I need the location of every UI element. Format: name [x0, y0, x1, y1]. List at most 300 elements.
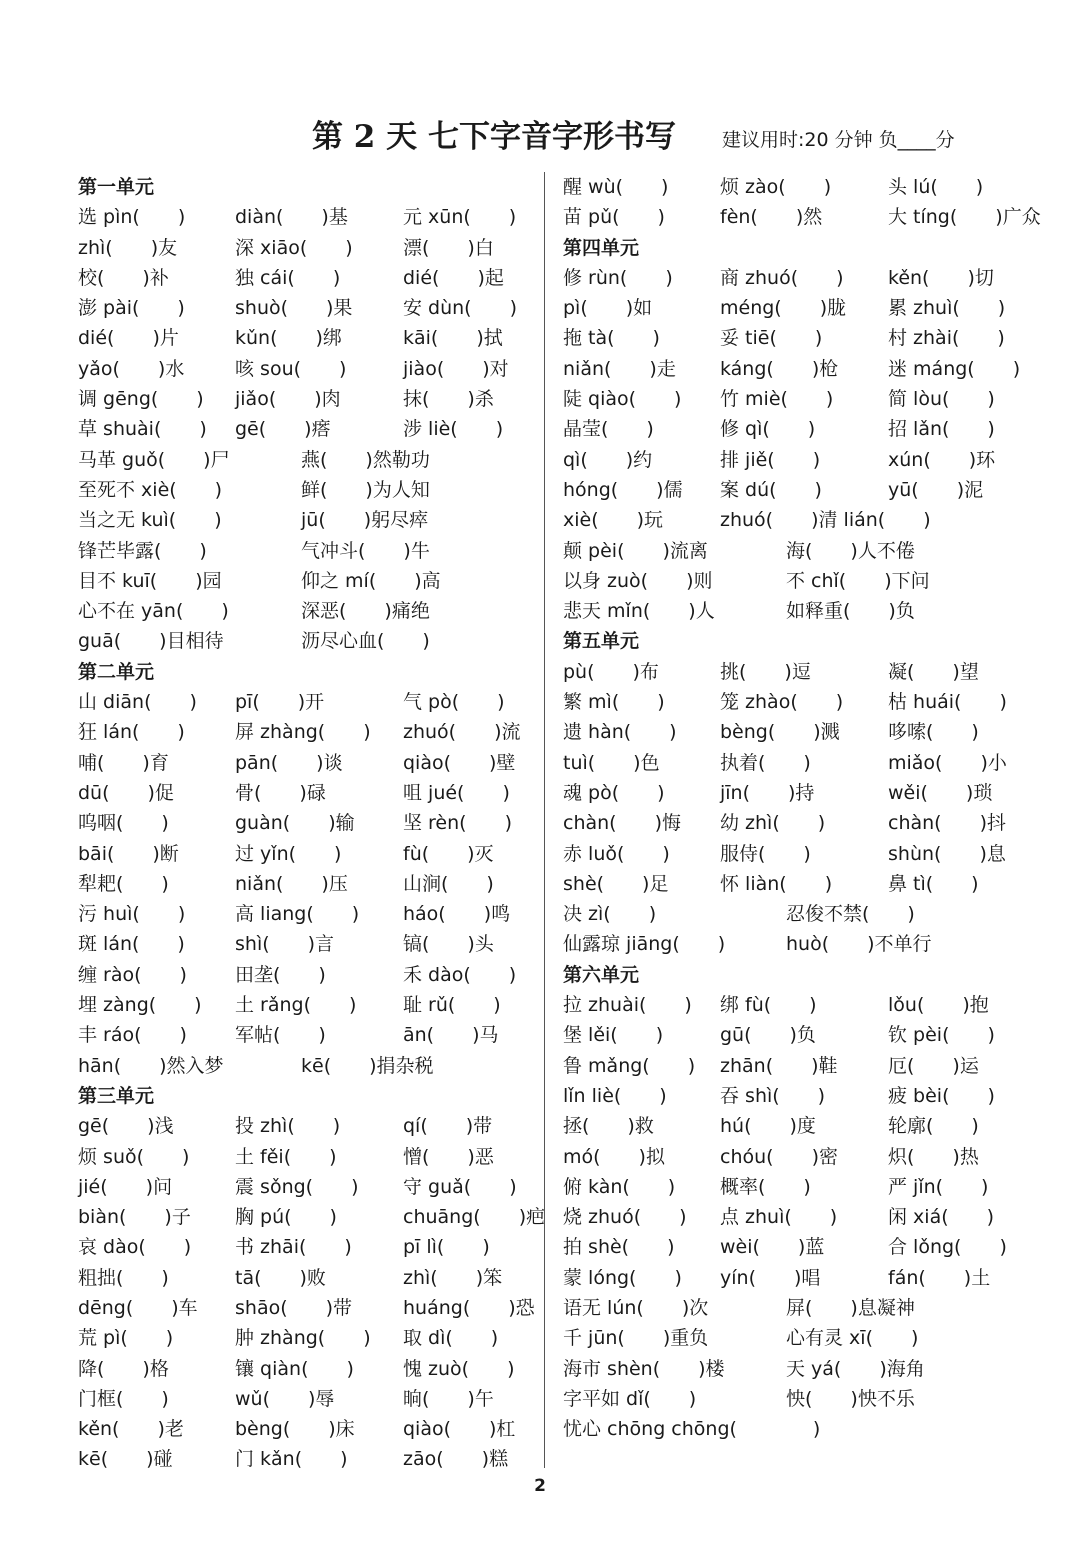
exercise-item: wěi( )琐 — [888, 781, 993, 804]
exercise-item: 镐( )头 — [403, 933, 494, 956]
exercise-item: zhuó( )清 lián( ) — [720, 509, 931, 532]
exercise-row — [78, 475, 538, 505]
exercise-row — [563, 869, 1023, 899]
exercise-item: pī lì( ) — [403, 1236, 490, 1259]
exercise-row — [563, 1020, 1023, 1050]
exercise-item: 涉 liè( ) — [403, 418, 504, 441]
exercise-row — [78, 293, 538, 323]
exercise-item: niǎn( )压 — [235, 872, 348, 895]
exercise-item: 草 shuài( ) — [78, 418, 207, 441]
exercise-item: 禾 dào( ) — [403, 963, 517, 986]
exercise-item: chàn( )悔 — [563, 812, 681, 835]
exercise-row — [563, 1081, 1023, 1111]
exercise-item: wǔ( )辱 — [235, 1387, 335, 1410]
exercise-item: 粗拙( ) — [78, 1266, 169, 1289]
exercise-item: 元 xūn( ) — [403, 206, 517, 229]
exercise-item: kǔn( )绑 — [235, 327, 342, 350]
exercise-item: 魂 pò( ) — [563, 781, 665, 804]
exercise-item: gē( )瘩 — [235, 418, 331, 441]
exercise-item: 肿 zhàng( ) — [235, 1327, 371, 1350]
exercise-item: 仰之 mí( )高 — [301, 569, 441, 592]
exercise-item: 埋 zàng( ) — [78, 994, 202, 1017]
exercise-item: 鲁 mǎng( ) — [563, 1054, 696, 1077]
exercise-item: 田垄( ) — [235, 963, 326, 986]
exercise-item: 炽( )热 — [888, 1145, 979, 1168]
exercise-row — [563, 596, 1023, 626]
exercise-item: 厄( )运 — [888, 1054, 979, 1077]
exercise-row — [78, 1323, 538, 1353]
exercise-item: pì( )如 — [563, 297, 653, 320]
exercise-row — [78, 1384, 538, 1414]
exercise-item: gē( )浅 — [78, 1115, 174, 1138]
exercise-row — [78, 869, 538, 899]
exercise-row — [78, 323, 538, 353]
exercise-item: 胸 pú( ) — [235, 1206, 337, 1229]
exercise-row — [78, 1111, 538, 1141]
exercise-item: 千 jūn( )重负 — [563, 1327, 709, 1350]
exercise-item: káng( )枪 — [720, 357, 839, 380]
exercise-item: 竹 miè( ) — [720, 388, 834, 411]
exercise-row — [78, 990, 538, 1020]
exercise-item: 骨( )碌 — [235, 781, 326, 804]
exercise-item: 妥 tiē( ) — [720, 327, 823, 350]
exercise-row — [563, 1354, 1023, 1384]
unit-heading: 第四单元 — [563, 236, 640, 259]
exercise-item: 愧 zuò( ) — [403, 1357, 515, 1380]
exercise-item: kāi( )拭 — [403, 327, 503, 350]
exercise-item: 耻 rǔ( ) — [403, 994, 501, 1017]
exercise-row — [563, 1293, 1023, 1323]
exercise-row — [563, 1384, 1023, 1414]
exercise-item: 案 dú( ) — [720, 478, 822, 501]
exercise-item: 目不 kuī( )园 — [78, 569, 222, 592]
exercise-item: 醒 wù( ) — [563, 176, 669, 198]
left-column — [78, 172, 546, 1475]
exercise-item: 怀 liàn( ) — [720, 872, 833, 895]
exercise-row — [78, 1444, 538, 1474]
exercise-row — [78, 626, 538, 656]
exercise-item: guàn( )输 — [235, 812, 355, 835]
exercise-row — [78, 536, 538, 566]
exercise-item: 当之无 kuì( ) — [78, 509, 222, 532]
exercise-item: chuāng( )疤 — [403, 1206, 546, 1229]
exercise-item: 选 pìn( ) — [78, 206, 186, 229]
exercise-row — [78, 1051, 538, 1081]
exercise-item: jié( )问 — [78, 1175, 173, 1198]
exercise-item: dēng( )车 — [78, 1296, 198, 1319]
exercise-item: 繁 mì( ) — [563, 691, 665, 714]
exercise-item: 不 chǐ( )下问 — [786, 569, 930, 592]
exercise-item: 概率( ) — [720, 1175, 811, 1198]
exercise-row — [563, 1202, 1023, 1232]
exercise-item: méng( )胧 — [720, 297, 847, 320]
exercise-item: 心有灵 xī( ) — [786, 1327, 919, 1350]
exercise-row — [78, 1142, 538, 1172]
exercise-item: 迷 máng( ) — [888, 357, 1021, 380]
exercise-item: jiào( )对 — [403, 357, 509, 380]
exercise-row — [78, 1293, 538, 1323]
exercise-item: kěn( )切 — [888, 266, 994, 289]
exercise-item: 海( )人不倦 — [786, 539, 915, 562]
exercise-item: qiào( )杠 — [403, 1418, 516, 1441]
exercise-item: 海市 shèn( )楼 — [563, 1357, 725, 1380]
page-title: 第 2 天 七下字音字形书写 — [312, 119, 676, 155]
exercise-item: 土 rǎng( ) — [235, 994, 357, 1017]
exercise-item: 遗 hàn( ) — [563, 721, 677, 744]
exercise-item: 烦 zào( ) — [720, 176, 832, 198]
exercise-item: 安 dùn( ) — [403, 297, 518, 320]
exercise-item: biàn( )子 — [78, 1206, 191, 1229]
exercise-row — [563, 202, 1041, 232]
exercise-item: 苗 pǔ( ) — [563, 206, 665, 229]
exercise-item: 抹( )杀 — [403, 388, 494, 411]
exercise-item: 吞 shì( ) — [720, 1084, 826, 1107]
exercise-item: 俯 kàn( ) — [563, 1175, 676, 1198]
exercise-row — [563, 263, 1023, 293]
exercise-row — [563, 536, 1023, 566]
exercise-item: 锋芒毕露( ) — [78, 539, 207, 562]
exercise-item: bèng( )溅 — [720, 721, 840, 744]
exercise-row — [78, 596, 538, 626]
exercise-item: 气 pò( ) — [403, 691, 505, 714]
exercise-item: shùn( )息 — [888, 842, 1006, 865]
exercise-item: fán( )土 — [888, 1266, 991, 1289]
exercise-item: wèi( )蓝 — [720, 1236, 825, 1259]
exercise-item: pī( )开 — [235, 691, 325, 714]
exercise-item: 哀 dào( ) — [78, 1236, 192, 1259]
exercise-item: jū( )躬尽瘁 — [301, 509, 429, 532]
exercise-item: 修 rùn( ) — [563, 266, 673, 289]
exercise-item: jiǎo( )肉 — [235, 388, 341, 411]
exercise-item: huò( )不单行 — [786, 933, 932, 956]
exercise-item: fèn( )然 — [720, 206, 823, 229]
exercise-item: 荒 pì( ) — [78, 1327, 174, 1350]
exercise-item: diàn( )基 — [235, 206, 348, 229]
exercise-item: zhì( )笨 — [403, 1266, 503, 1289]
exercise-item: 憎( )恶 — [403, 1145, 494, 1168]
exercise-item: 门框( ) — [78, 1387, 169, 1410]
exercise-item: 招 lǎn( ) — [888, 418, 995, 441]
exercise-item: 如释重( )负 — [786, 600, 915, 623]
exercise-item: shāo( )带 — [235, 1296, 353, 1319]
exercise-item: 呜咽( ) — [78, 812, 169, 835]
exercise-item: 幼 zhì( ) — [720, 812, 826, 835]
exercise-item: 语无 lún( )次 — [563, 1296, 709, 1319]
exercise-item: 拉 zhuài( ) — [563, 994, 692, 1017]
exercise-item: 字平如 dǐ( ) — [563, 1387, 697, 1410]
exercise-row — [78, 445, 538, 475]
exercise-row — [78, 354, 538, 384]
exercise-row — [78, 778, 538, 808]
exercise-row — [78, 384, 538, 414]
exercise-item: 深 xiāo( ) — [235, 236, 353, 259]
unit-heading: 第二单元 — [78, 660, 155, 683]
exercise-row — [563, 778, 1023, 808]
exercise-row — [563, 657, 1023, 687]
exercise-item: qì( )约 — [563, 448, 653, 471]
exercise-row — [563, 717, 1023, 747]
exercise-row — [563, 990, 1023, 1020]
exercise-item: 调 gēng( ) — [78, 388, 204, 411]
exercise-item: 笼 zhào( ) — [720, 691, 844, 714]
exercise-item: háo( )鸣 — [403, 903, 511, 926]
exercise-item: 悲天 mǐn( )人 — [563, 600, 715, 623]
exercise-item: 闲 xiá( ) — [888, 1206, 995, 1229]
exercise-item: 气冲斗( )牛 — [301, 539, 430, 562]
exercise-item: 心不在 yān( ) — [78, 600, 229, 623]
exercise-item: 大 tíng( )广众 — [888, 206, 1041, 229]
exercise-item: kěn( )老 — [78, 1418, 184, 1441]
exercise-item: bāi( )断 — [78, 842, 179, 865]
exercise-row — [78, 1263, 538, 1293]
exercise-item: yū( )泥 — [888, 478, 984, 501]
exercise-item: xún( )环 — [888, 448, 996, 471]
exercise-item: gū( )负 — [720, 1024, 816, 1047]
exercise-item: kē( )碰 — [78, 1448, 173, 1471]
exercise-item: 堡 lěi( ) — [563, 1024, 664, 1047]
exercise-row — [563, 748, 1023, 778]
exercise-row — [78, 233, 538, 263]
exercise-item: 蒙 lóng( ) — [563, 1266, 682, 1289]
exercise-item: 缠 rào( ) — [78, 963, 187, 986]
exercise-item: 投 zhì( ) — [235, 1115, 341, 1138]
exercise-row — [78, 717, 538, 747]
exercise-item: 赤 luǒ( ) — [563, 842, 670, 865]
exercise-item: 马革 guǒ( )尸 — [78, 448, 230, 471]
exercise-row — [563, 1051, 1023, 1081]
exercise-item: 门 kǎn( ) — [235, 1448, 348, 1471]
exercise-item: 燕( )然勒功 — [301, 448, 430, 471]
exercise-item: 降( )格 — [78, 1357, 169, 1380]
exercise-item: 疲 bèi( ) — [888, 1084, 995, 1107]
exercise-item: 军帖( ) — [235, 1024, 326, 1047]
time-and-score: 建议用时:20 分钟 负____分 — [722, 129, 955, 151]
exercise-item: 咳 sou( ) — [235, 357, 347, 380]
exercise-item: 咀 jué( ) — [403, 781, 510, 804]
exercise-row — [563, 445, 1023, 475]
exercise-row — [563, 1111, 1023, 1141]
title-bar — [0, 115, 1080, 165]
exercise-item: 决 zì( ) — [563, 903, 657, 926]
exercise-item: kē( )捐杂税 — [301, 1054, 434, 1077]
exercise-item: 村 zhài( ) — [888, 327, 1005, 350]
exercise-item: 拯( )救 — [563, 1115, 654, 1138]
exercise-item: 坚 rèn( ) — [403, 812, 512, 835]
exercise-item: 合 lǒng( ) — [888, 1236, 1007, 1259]
exercise-item: dū( )促 — [78, 781, 174, 804]
exercise-row — [78, 960, 538, 990]
exercise-row — [563, 293, 1023, 323]
exercise-row — [563, 1323, 1023, 1353]
exercise-item: shè( )足 — [563, 872, 669, 895]
exercise-item: shì( )言 — [235, 933, 335, 956]
exercise-item: 鲜( )为人知 — [301, 478, 430, 501]
exercise-row — [563, 505, 1023, 535]
exercise-item: fù( )灭 — [403, 842, 494, 865]
exercise-item: lǐn liè( ) — [563, 1084, 667, 1107]
exercise-item: hóng( )儒 — [563, 478, 683, 501]
exercise-item: 沥尽心血( ) — [301, 630, 430, 653]
exercise-item: zāo( )糕 — [403, 1448, 509, 1471]
exercise-item: qí( )带 — [403, 1115, 493, 1138]
unit-heading: 第六单元 — [563, 963, 640, 986]
exercise-item: 澎 pài( ) — [78, 297, 185, 320]
exercise-item: 陡 qiào( ) — [563, 388, 682, 411]
exercise-row — [563, 687, 1023, 717]
unit-heading: 第一单元 — [78, 176, 155, 198]
exercise-item: 犁耙( ) — [78, 872, 169, 895]
exercise-item: 土 fěi( ) — [235, 1145, 337, 1168]
exercise-item: 商 zhuó( ) — [720, 266, 844, 289]
exercise-row — [78, 839, 538, 869]
exercise-item: 仙露琼 jiāng( ) — [563, 933, 726, 956]
column-divider — [544, 172, 545, 1468]
exercise-item: 至死不 xiè( ) — [78, 478, 223, 501]
exercise-item: 天 yá( )海角 — [786, 1357, 925, 1380]
exercise-item: 怏( )怏不乐 — [786, 1387, 915, 1410]
exercise-row — [563, 475, 1023, 505]
exercise-row — [78, 1172, 538, 1202]
exercise-item: 深恶( )痛绝 — [301, 600, 430, 623]
exercise-item: 烦 suǒ( ) — [78, 1145, 190, 1168]
exercise-row — [563, 899, 1023, 929]
exercise-item: 拍 shè( ) — [563, 1236, 675, 1259]
exercise-item: 排 jiě( ) — [720, 448, 821, 471]
exercise-row — [563, 839, 1023, 869]
exercise-item: hú( )度 — [720, 1115, 816, 1138]
exercise-row — [78, 1414, 538, 1444]
exercise-item: 绑 fù( ) — [720, 994, 817, 1017]
exercise-item: 鼻 tì( ) — [888, 872, 979, 895]
exercise-item: 修 qì( ) — [720, 418, 816, 441]
exercise-item: qiào( )壁 — [403, 751, 516, 774]
exercise-row — [78, 748, 538, 778]
exercise-item: miǎo( )小 — [888, 751, 1007, 774]
exercise-row — [78, 1020, 538, 1050]
exercise-row — [563, 172, 1023, 202]
exercise-item: 漂( )白 — [403, 236, 494, 259]
exercise-item: 哆嗦( ) — [888, 721, 979, 744]
exercise-item: 书 zhāi( ) — [235, 1236, 352, 1259]
exercise-item: yín( )唱 — [720, 1266, 821, 1289]
exercise-item: mó( )拟 — [563, 1145, 665, 1168]
exercise-row — [78, 1354, 538, 1384]
exercise-item: 屏 zhàng( ) — [235, 721, 371, 744]
exercise-item: tuì( )色 — [563, 751, 660, 774]
exercise-item: jīn( )持 — [720, 781, 815, 804]
exercise-row — [78, 808, 538, 838]
exercise-item: 山涧( ) — [403, 872, 494, 895]
exercise-item: 凝( )望 — [888, 660, 979, 683]
exercise-row — [563, 1232, 1023, 1262]
exercise-row — [563, 1142, 1023, 1172]
exercise-row — [78, 566, 538, 596]
exercise-row — [78, 263, 538, 293]
exercise-item: 高 liang( ) — [235, 903, 360, 926]
exercise-item: shuò( )果 — [235, 297, 353, 320]
exercise-item: lǒu( )抱 — [888, 994, 989, 1017]
exercise-row — [563, 1263, 1023, 1293]
exercise-item: 取 dì( ) — [403, 1327, 499, 1350]
exercise-item: 钦 pèi( ) — [888, 1024, 995, 1047]
exercise-item: 挑( )逗 — [720, 660, 811, 683]
exercise-item: chàn( )抖 — [888, 812, 1006, 835]
exercise-row — [563, 414, 1023, 444]
exercise-item: bèng( )床 — [235, 1418, 355, 1441]
exercise-row — [563, 354, 1023, 384]
exercise-item: xiè( )玩 — [563, 509, 664, 532]
exercise-row — [78, 505, 538, 535]
exercise-item: hān( )然入梦 — [78, 1054, 224, 1077]
exercise-item: 枯 huái( ) — [888, 691, 1007, 714]
exercise-item: 简 lòu( ) — [888, 388, 995, 411]
exercise-row — [563, 808, 1023, 838]
exercise-item: 镶 qiàn( ) — [235, 1357, 354, 1380]
exercise-item: huáng( )恐 — [403, 1296, 535, 1319]
exercise-item: 斑 lán( ) — [78, 933, 185, 956]
exercise-item: chóu( )密 — [720, 1145, 838, 1168]
exercise-row — [563, 1172, 1023, 1202]
exercise-item: 以身 zuò( )则 — [563, 569, 713, 592]
exercise-row — [78, 1232, 538, 1262]
exercise-item: 哺( )育 — [78, 751, 169, 774]
exercise-item: 头 lú( ) — [888, 176, 984, 198]
exercise-row — [563, 323, 1023, 353]
exercise-row — [78, 899, 538, 929]
exercise-item: 污 huì( ) — [78, 903, 186, 926]
exercise-item: 山 diān( ) — [78, 691, 197, 714]
exercise-row — [78, 1202, 546, 1232]
exercise-row — [563, 566, 1023, 596]
exercise-row — [78, 929, 538, 959]
exercise-item: 震 sǒng( ) — [235, 1175, 359, 1198]
exercise-item: 颠 pèi( )流离 — [563, 539, 708, 562]
exercise-item: 守 guǎ( ) — [403, 1175, 517, 1198]
exercise-item: zhān( )鞋 — [720, 1054, 838, 1077]
exercise-item: yǎo( )水 — [78, 357, 185, 380]
page-number: 2 — [534, 1476, 546, 1496]
exercise-item: tā( )败 — [235, 1266, 326, 1289]
exercise-row — [78, 414, 538, 444]
right-column — [563, 172, 1041, 1444]
exercise-item: 屏( )息凝神 — [786, 1296, 915, 1319]
exercise-row — [78, 687, 538, 717]
exercise-item: 晌( )午 — [403, 1387, 494, 1410]
exercise-item: 独 cái( ) — [235, 266, 341, 289]
exercise-item: guā( )目相待 — [78, 630, 224, 653]
exercise-row — [563, 384, 1023, 414]
exercise-item: dié( )片 — [78, 327, 179, 350]
exercise-item: 累 zhuì( ) — [888, 297, 1006, 320]
exercise-item: 拖 tà( ) — [563, 327, 660, 350]
unit-heading: 第五单元 — [563, 630, 640, 653]
exercise-item: 忍俊不禁( ) — [786, 903, 915, 926]
exercise-row — [563, 929, 1023, 959]
exercise-item: 烧 zhuó( ) — [563, 1206, 687, 1229]
exercise-item: 狂 lán( ) — [78, 721, 185, 744]
exercise-item: 执着( ) — [720, 751, 811, 774]
exercise-item: 严 jǐn( ) — [888, 1175, 989, 1198]
exercise-item: 过 yǐn( ) — [235, 842, 342, 865]
exercise-item: 忧心 chōng chōng( ) — [563, 1418, 821, 1441]
exercise-row — [563, 1414, 1023, 1444]
exercise-item: 校( )补 — [78, 266, 169, 289]
exercise-item: pān( )谈 — [235, 751, 343, 774]
exercise-item: ān( )马 — [403, 1024, 499, 1047]
exercise-item: 服侍( ) — [720, 842, 811, 865]
exercise-item: pù( )布 — [563, 660, 659, 683]
exercise-item: niǎn( )走 — [563, 357, 676, 380]
